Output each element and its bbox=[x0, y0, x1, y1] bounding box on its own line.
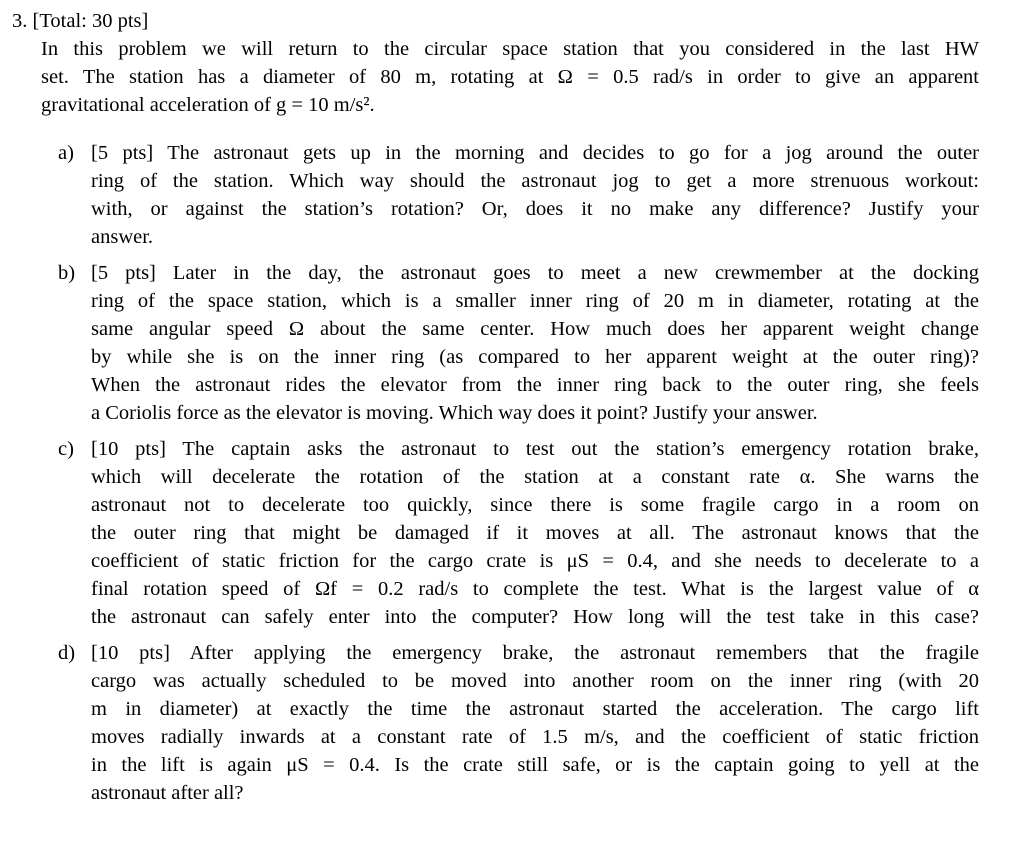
part-line: the astronaut can safely enter into the computer? How long will the test take in this case? bbox=[91, 606, 979, 628]
part-line: moves radially inwards at a constant rate of 1.5 m/s, and the coefficient of static friction bbox=[91, 726, 979, 748]
part-line: in the lift is again μS = 0.4. Is the crate still safe, or is the captain going to yell at the bbox=[91, 754, 979, 776]
part-body bbox=[91, 435, 979, 631]
part-line: When the astronaut rides the elevator from the inner ring back to the outer ring, she feels bbox=[91, 374, 979, 396]
part-line: coefficient of static friction for the cargo crate is μS = 0.4, and she needs to decelerate to a bbox=[91, 550, 979, 572]
part-line: the outer ring that might be damaged if it moves at all. The astronaut knows that the bbox=[91, 522, 979, 544]
part-line: same angular speed Ω about the same center. How much does her apparent weight change bbox=[91, 318, 979, 340]
part-label: c) bbox=[58, 438, 74, 460]
problem-intro bbox=[41, 35, 979, 119]
part-line: [10 pts] After applying the emergency brake, the astronaut remembers that the fragile bbox=[91, 642, 979, 664]
intro-line: gravitational acceleration of g = 10 m/s². bbox=[41, 94, 375, 116]
part-line: ring of the space station, which is a smaller inner ring of 20 m in diameter, rotating at the bbox=[91, 290, 979, 312]
problem-header: 3. [Total: 30 pts] bbox=[12, 10, 149, 32]
part-line: astronaut not to decelerate too quickly, since there is some fragile cargo in a room on bbox=[91, 494, 979, 516]
part-line: astronaut after all? bbox=[91, 782, 244, 804]
part-line: [5 pts] Later in the day, the astronaut goes to meet a new crewmember at the docking bbox=[91, 262, 979, 284]
part-line: m in diameter) at exactly the time the astronaut started the acceleration. The cargo lift bbox=[91, 698, 979, 720]
part-body bbox=[91, 139, 979, 251]
part-line: cargo was actually scheduled to be moved into another room on the inner ring (with 20 bbox=[91, 670, 979, 692]
part-line: ring of the station. Which way should the astronaut jog to get a more strenuous workout: bbox=[91, 170, 979, 192]
part-line: final rotation speed of Ωf = 0.2 rad/s to complete the test. What is the largest value of α bbox=[91, 578, 979, 600]
part-line: by while she is on the inner ring (as compared to her apparent weight at the outer ring)? bbox=[91, 346, 979, 368]
intro-line: In this problem we will return to the circular space station that you considered in the last HW bbox=[41, 38, 979, 60]
part-label: b) bbox=[58, 262, 76, 284]
part-label: a) bbox=[58, 142, 74, 164]
intro-line: set. The station has a diameter of 80 m, rotating at Ω = 0.5 rad/s in order to give an apparent bbox=[41, 66, 979, 88]
part-line: [5 pts] The astronaut gets up in the morning and decides to go for a jog around the outer bbox=[91, 142, 979, 164]
part-body bbox=[91, 639, 979, 807]
part-line: a Coriolis force as the elevator is moving. Which way does it point? Justify your answer. bbox=[91, 402, 818, 424]
part-line: which will decelerate the rotation of the station at a constant rate α. She warns the bbox=[91, 466, 979, 488]
part-line: answer. bbox=[91, 226, 154, 248]
part-line: [10 pts] The captain asks the astronaut to test out the station’s emergency rotation brake, bbox=[91, 438, 979, 460]
part-body bbox=[91, 259, 979, 427]
part-line: with, or against the station’s rotation? Or, does it no make any difference? Justify your bbox=[91, 198, 979, 220]
part-label: d) bbox=[58, 642, 76, 664]
